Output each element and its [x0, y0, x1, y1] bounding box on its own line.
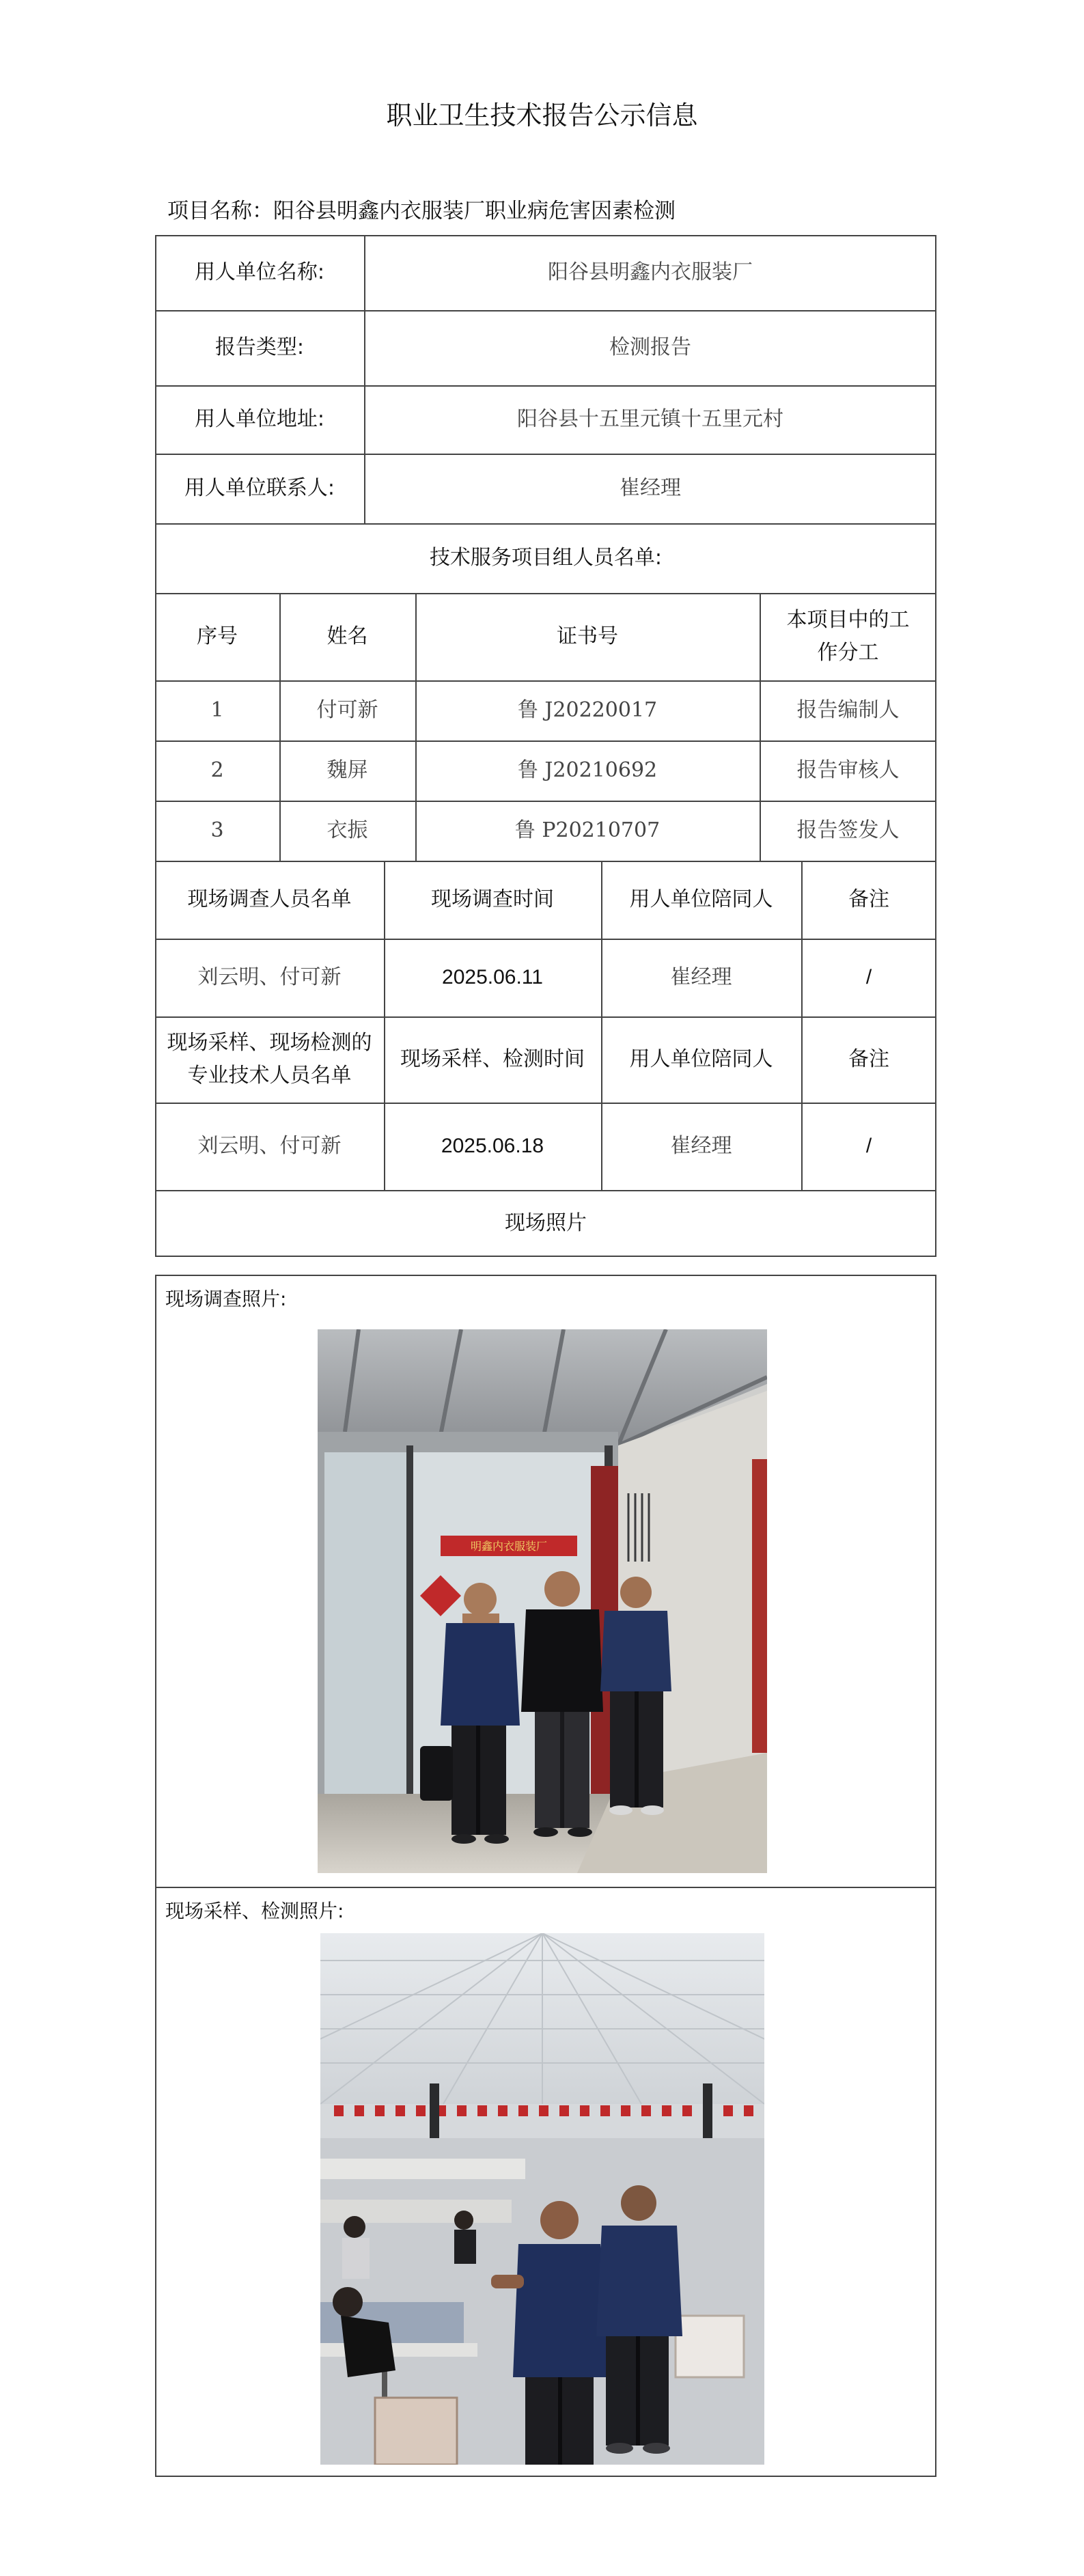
survey-escort: 崔经理: [670, 965, 732, 989]
banner-text: 明鑫内衣服装厂: [470, 1540, 548, 1553]
address-value: 阳谷县十五里元镇十五里元村: [517, 407, 783, 431]
report-type-label: 报告类型:: [214, 335, 305, 359]
contact-value: 崔经理: [620, 476, 681, 500]
page-title: 职业卫生技术报告公示信息: [386, 100, 698, 130]
team-row-3-name: 衣振: [326, 818, 368, 842]
project-name: 项目名称：阳谷县明鑫内衣服装厂职业病危害因素检测: [167, 199, 676, 223]
sampling-header-escort: 用人单位陪同人: [629, 1047, 773, 1071]
sampling-photo-label: 现场采样、检测照片:: [165, 1900, 344, 1922]
team-row-2-role: 报告审核人: [796, 758, 900, 782]
team-row-2-no: 2: [210, 758, 224, 782]
survey-photo-label: 现场调查照片:: [165, 1288, 287, 1310]
report-type-value: 检测报告: [609, 335, 691, 359]
team-row-3-cert: 鲁 P20210707: [514, 818, 661, 842]
sampling-note: /: [865, 1135, 872, 1157]
sampling-header-time: 现场采样、检测时间: [400, 1047, 585, 1071]
team-heading: 技术服务项目组人员名单:: [429, 546, 663, 570]
team-row-3-no: 3: [210, 818, 224, 842]
survey-header-note: 备注: [848, 887, 889, 911]
team-row-1-role: 报告编制人: [796, 698, 900, 722]
sampling-staff: 刘云明、付可新: [197, 1134, 342, 1158]
survey-note: /: [865, 966, 872, 988]
team-header-role: 本项目中的工作分工: [786, 608, 910, 665]
team-row-2-name: 魏屏: [326, 758, 368, 782]
survey-header-staff: 现场调查人员名单: [187, 887, 352, 911]
unit-name-value: 阳谷县明鑫内衣服装厂: [548, 260, 753, 284]
team-row-2-cert: 鲁 J20210692: [517, 758, 658, 782]
sampling-photo: [320, 1933, 764, 2465]
contact-label: 用人单位联系人:: [184, 476, 335, 500]
sampling-time: 2025.06.18: [441, 1135, 544, 1157]
photos-heading: 现场照片: [505, 1211, 587, 1235]
survey-photo: [318, 1329, 767, 1873]
survey-staff: 刘云明、付可新: [197, 965, 342, 989]
sampling-header-note: 备注: [848, 1047, 889, 1071]
team-row-1-name: 付可新: [316, 698, 378, 722]
survey-header-escort: 用人单位陪同人: [629, 887, 773, 911]
team-row-3-role: 报告签发人: [796, 818, 900, 842]
survey-time: 2025.06.11: [442, 966, 543, 988]
unit-name-label: 用人单位名称:: [194, 260, 325, 284]
team-header-no: 序号: [197, 624, 238, 648]
survey-header-time: 现场调查时间: [431, 887, 554, 911]
team-header-cert: 证书号: [557, 624, 618, 648]
team-row-1-cert: 鲁 J20220017: [517, 698, 658, 722]
sampling-escort: 崔经理: [670, 1134, 732, 1158]
address-label: 用人单位地址:: [194, 407, 325, 431]
sampling-header-staff: 现场采样、现场检测的专业技术人员名单: [167, 1031, 372, 1088]
team-row-1-no: 1: [210, 698, 224, 722]
team-header-name: 姓名: [326, 624, 368, 648]
